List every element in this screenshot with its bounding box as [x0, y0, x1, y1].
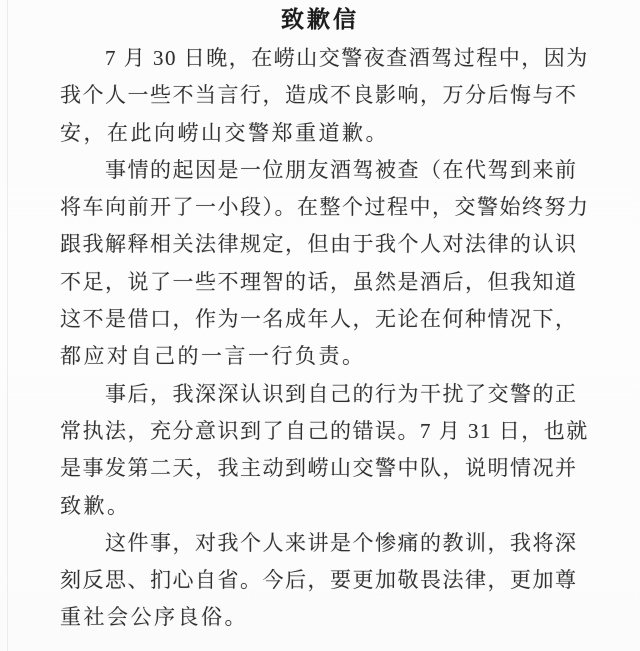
text-line: 将车向前开了一小段）。在整个过程中，交警始终努力: [60, 195, 590, 220]
text-line: 我个人一些不当言行，造成不良影响，万分后悔与不: [60, 83, 578, 108]
document-body: [60, 40, 590, 637]
text-line: 事情的起因是一位朋友酒驾被查（在代驾到来前: [105, 157, 578, 182]
text-line: 这件事，对我个人来讲是个惨痛的教训，我将深: [105, 530, 578, 555]
text-line: 事后，我深深认识到自己的行为干扰了交警的正: [105, 381, 578, 406]
document-title: 致歉信: [281, 7, 359, 32]
paragraph: [60, 40, 589, 152]
text-line: 致歉。: [60, 493, 131, 518]
text-line: 是事发第二天，我主动到崂山交警中队，说明情况并: [60, 456, 578, 481]
text-line: 重社会公序良俗。: [60, 605, 248, 630]
text-line: 都应对自己的一言一行负责。: [60, 344, 366, 369]
text-line: 这不是借口，作为一名成年人，无论在何种情况下，: [60, 307, 578, 332]
text-line: 刻反思、扪心自省。今后，要更加敬畏法律，更加尊: [60, 568, 578, 593]
text-line: 7 月 30 日晚，在崂山交警夜查酒驾过程中，因为: [105, 46, 589, 70]
text-line: 安，在此向崂山交警郑重道歉。: [60, 120, 389, 145]
text-line: 不足，说了一些不理智的话，虽然是酒后，但我知道: [60, 269, 578, 294]
paragraph: [60, 152, 590, 376]
paragraph: [60, 376, 589, 525]
text-line: 常执法，充分意识到了自己的错误。7 月 31 日，也就: [60, 418, 589, 443]
scan-edge-line: [7, 0, 8, 651]
paragraph: [60, 525, 578, 637]
text-line: 跟我解释相关法律规定，但由于我个人对法律的认识: [60, 232, 578, 257]
